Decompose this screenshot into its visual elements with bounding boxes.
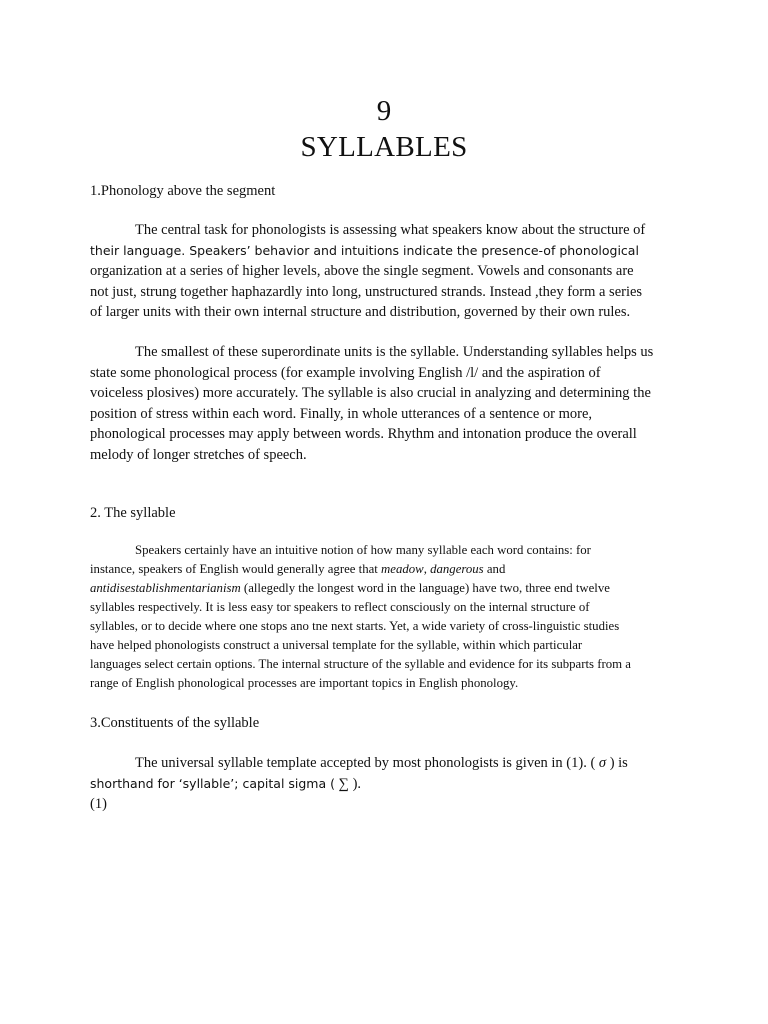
text-line: Speakers certainly have an intuitive notion of how many syllable each word contains: for (135, 543, 591, 557)
text-line: melody of longer stretches of speech. (90, 446, 307, 463)
example-label: (1) (90, 796, 107, 812)
text-line: languages select certain options. The internal structure of the syllable and evidence for its subparts from a (90, 657, 631, 671)
text-line: state some phonological process (for example involving English /l/ and the aspiration of (90, 364, 601, 381)
text-segment: (allegedly the longest word in the language) have two, three end twelve (240, 581, 610, 595)
capital-sigma-symbol: ∑ (338, 775, 349, 792)
paragraph-smallest-units (90, 342, 690, 465)
text-line (90, 774, 690, 795)
paragraph-central-task (90, 220, 690, 323)
text-line (90, 560, 690, 579)
text-segment: and (483, 562, 506, 576)
section-heading-constituents: 3.Constituents of the syllable (90, 715, 260, 731)
text-line: syllables respectively. It is less easy tor speakers to reflect consciously on the internal structure of (90, 600, 590, 614)
text-segment: The universal syllable template accepted by most phonologists is given in (1). ( (135, 755, 599, 771)
chapter-title: SYLLABLES (300, 131, 468, 163)
text-line: The central task for phonologists is assessing what speakers know about the structure of (135, 222, 646, 238)
text-line: have helped phonologists construct a universal template for the syllable, within which particular (90, 638, 583, 652)
text-line (90, 753, 690, 774)
text-line: organization at a series of higher levels, above the single segment. Vowels and consonants are (90, 263, 634, 279)
section-heading-phonology-above-segment: 1.Phonology above the segment (90, 183, 276, 199)
text-line: voiceless plosives) more accurately. The syllable is also crucial in analyzing and determining the (90, 385, 651, 401)
paragraph-intuitive-notion (90, 541, 690, 693)
text-segment: ) is (606, 755, 628, 771)
text-segment: instance, speakers of English would generally agree that (90, 562, 378, 576)
example-word-antidisestablishmentarianism: antidisestablishmentarianism (90, 581, 241, 595)
text-line: The smallest of these superordinate units is the syllable. Understanding syllables helps us (135, 344, 654, 360)
text-segment: , (423, 562, 431, 576)
text-line: phonological processes may apply between words. Rhythm and intonation produce the overall (90, 426, 637, 442)
text-line: position of stress within each word. Finally, in whole utterances of a sentence or more, (90, 405, 592, 422)
text-line: of larger units with their own internal structure and distribution, governed by their own rules. (90, 304, 631, 320)
sigma-symbol: σ (598, 755, 607, 771)
text-segment: ). (352, 775, 362, 792)
text-segment: shorthand for ‘syllable’; capital sigma ( (90, 775, 335, 791)
text-line (90, 579, 690, 598)
chapter-number: 9 (376, 95, 392, 127)
text-line: range of English phonological processes are important topics in English phonology. (90, 676, 519, 690)
example-word-dangerous: dangerous (430, 562, 484, 576)
example-word-meadow: meadow (381, 562, 424, 576)
section-heading-the-syllable: 2. The syllable (90, 505, 176, 521)
paragraph-syllable-template (90, 753, 690, 815)
text-line: syllables, or to decide where one stops ano tne next starts. Yet, a wide variety of cross-linguistic studies (90, 619, 620, 633)
text-line: not just, strung together haphazardly into long, unstructured strands. Instead ,they form a series (90, 283, 643, 300)
text-line: their language. Speakers’ behavior and intuitions indicate the presence-of phonological (90, 242, 639, 258)
